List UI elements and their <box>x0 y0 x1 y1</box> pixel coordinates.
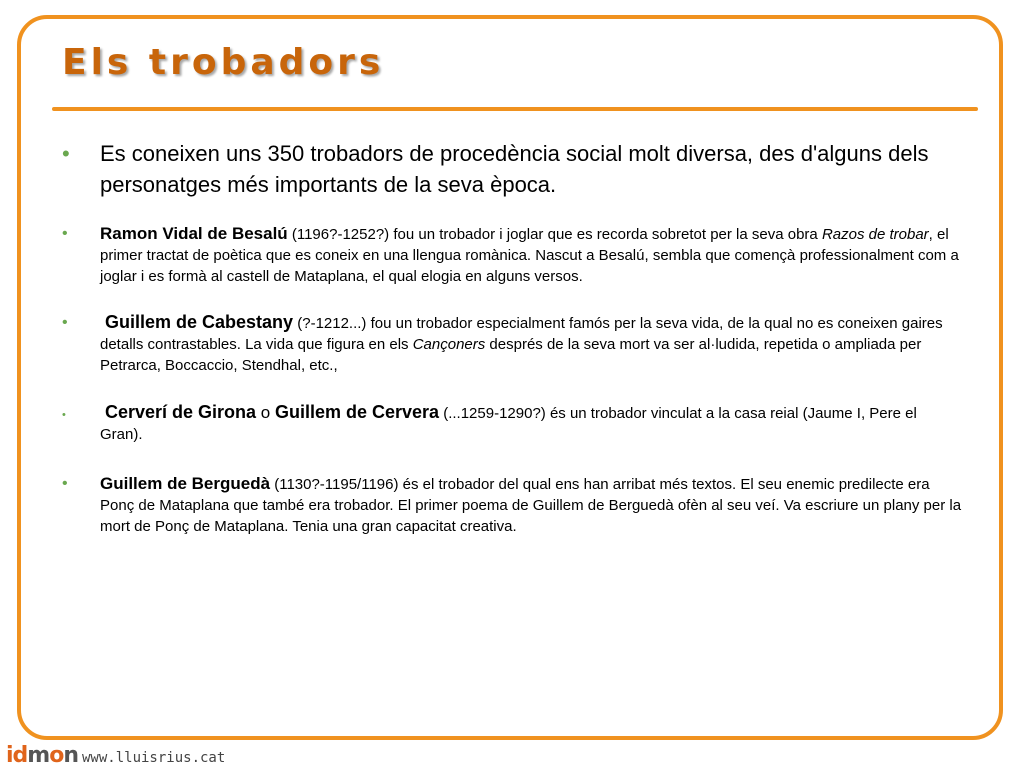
bullet-dot-icon: • <box>62 475 68 492</box>
bullet-text: (?-1212...) fou un trobador especialment famós per la seva vida, de la qual no es coneixen gaires detalls contrastables. La vida que figura en els <box>100 315 943 353</box>
bullet-text: , el primer tractat de poètica que es coneix en una llengua romànica. Nascut a Besalú, sembla que començà professionalment com a joglar i es formà al castell de Mataplana, el qual elogia en alguns versos. <box>100 226 959 285</box>
work-title: Cançoners <box>412 336 486 353</box>
bullet-list <box>62 138 962 537</box>
troubadour-name: Cerverí de Girona <box>100 402 257 422</box>
troubadour-name-alt: Guillem de Cervera <box>274 402 440 422</box>
troubadour-name: Guillem de Berguedà <box>100 474 271 493</box>
conjunction: o <box>256 403 275 422</box>
bullet-dot-icon: • <box>62 141 70 166</box>
idmon-logo: idmon <box>6 743 79 768</box>
bullet-text: (1130?-1195/1196) és el trobador del qual ens han arribat més textos. El seu enemic predilecte era Ponç de Mataplana que també era trobador. El primer poema de Guillem de Berguedà ofèn al seu veí. Va escriure un plany per la mort de Ponç de Mataplana. Tenia una gran capacitat creativa. <box>100 476 962 535</box>
bullet-item-ramon-vidal <box>62 223 962 287</box>
troubadour-name: Ramon Vidal de Besalú <box>100 224 288 243</box>
slide-title: Els trobadors <box>62 42 385 83</box>
bullet-item-intro <box>62 138 962 200</box>
bullet-dot-icon: • <box>62 409 66 421</box>
bullet-text: Es coneixen uns 350 trobadors de procedència social molt diversa, des d'alguns dels personatges més importants de la seva època. <box>100 141 929 197</box>
bullet-item-cabestany <box>62 312 962 376</box>
bullet-dot-icon: • <box>62 225 68 242</box>
bullet-text: (1196?-1252?) fou un trobador i joglar que es recorda sobretot per la seva obra <box>287 226 822 243</box>
bullet-item-bergueda <box>62 473 962 537</box>
title-underline <box>52 107 978 111</box>
work-title: Razos de trobar <box>821 226 929 243</box>
bullet-text: després de la seva mort va ser al·ludida, repetida o ampliada per Petrarca, Boccaccio, Stendhal, etc., <box>100 336 922 374</box>
troubadour-name: Guillem de Cabestany <box>100 312 294 332</box>
bullet-item-cerveri <box>62 402 962 445</box>
website-link[interactable]: www.lluisrius.cat <box>82 750 226 766</box>
bullet-text: (...1259-1290?) és un trobador vinculat a la casa reial (Jaume I, Pere el Gran). <box>100 405 917 443</box>
bullet-dot-icon: • <box>62 314 68 331</box>
